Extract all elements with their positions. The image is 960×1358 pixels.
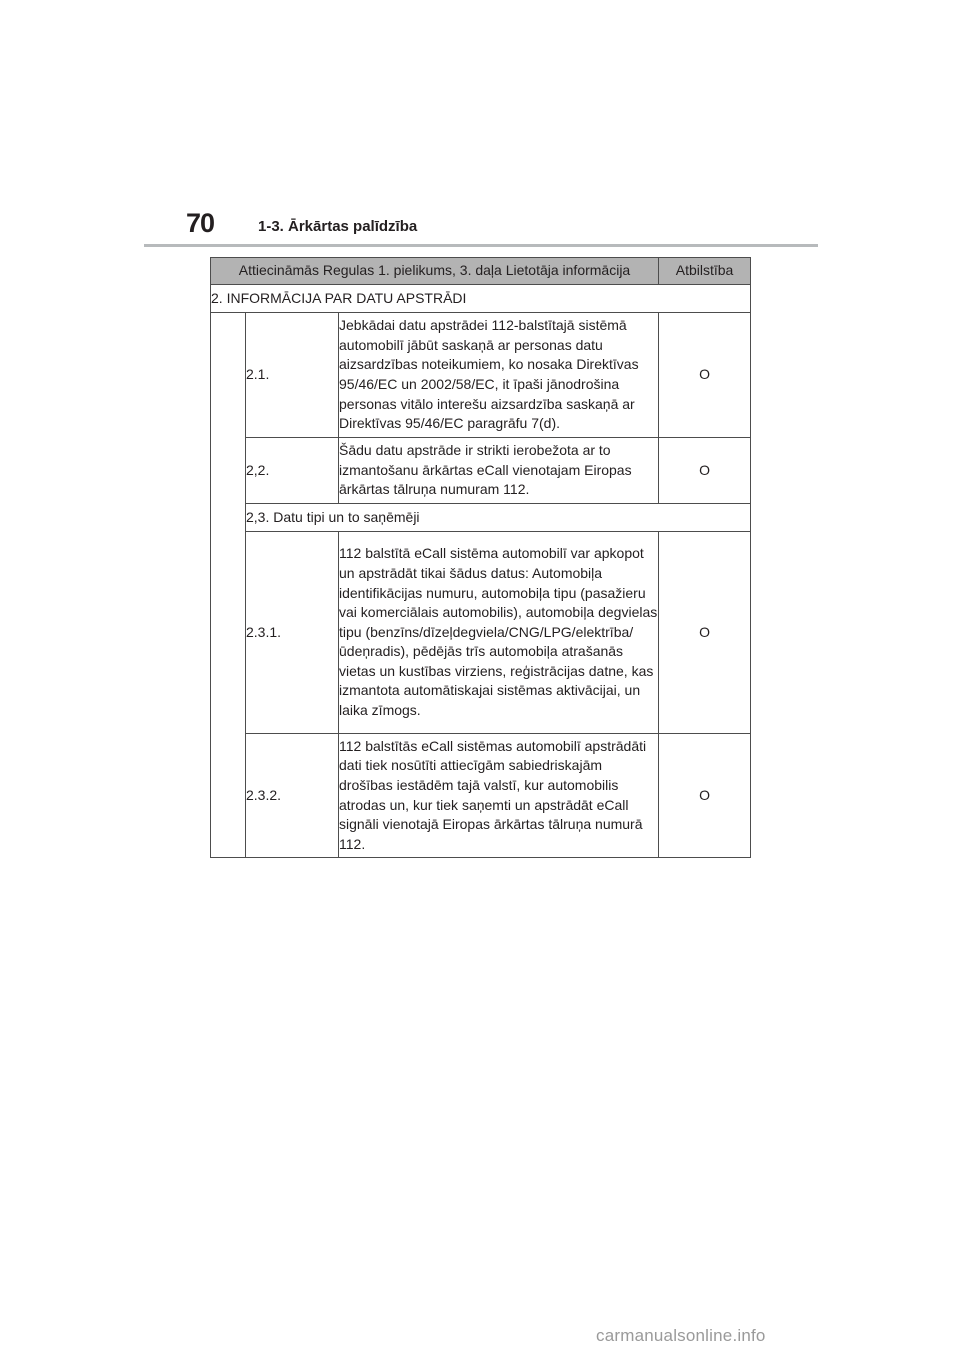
row-text: 112 balstītās eCall sistēmas automobilī apstrādāti dati tiek nosūtīti attiecīgām sabiedriskajām drošības iestādēm tajā valstī, kur automobilis atrodas un, kur tiek saņemti un apstrādāt eCall signāli vienotajā Eiropas ārkārtas tālruņa numurā 112. <box>339 734 659 858</box>
column-header-info: Attiecināmās Regulas 1. pielikums, 3. daļa Lietotāja informācija <box>211 258 659 285</box>
compliance-mark: O <box>659 438 751 504</box>
section-row <box>211 285 751 313</box>
header-divider <box>144 244 818 247</box>
compliance-mark: O <box>659 734 751 858</box>
table-row <box>211 734 751 858</box>
section-heading: 2. INFORMĀCIJA PAR DATU APSTRĀDI <box>211 285 751 313</box>
table-row <box>211 532 751 734</box>
subsection-heading: 2,3. Datu tipi un to saņēmēji <box>246 504 751 532</box>
subsection-row <box>211 504 751 532</box>
compliance-mark: O <box>659 313 751 438</box>
user-information-table <box>210 257 751 858</box>
row-text: 112 balstītā eCall sistēma automobilī var apkopot un apstrādāt tikai šādus datus: Automobiļa identifikācijas numuru, automobiļa tipu (pasažieru vai komerciālais automobilis), automobiļa degvielas tipu (benzīns/dīzeļdegviela/CNG/LPG/elektrība/ūdeņradis), pēdējās trīs automobiļa atrašanās vietas un kustības virziens, reģistrācijas datne, kas izmantota automātiskajai sistēmas aktivācijai, un laika zīmogs. <box>339 532 659 734</box>
indent-cell <box>211 313 246 858</box>
row-text: Šādu datu apstrāde ir strikti ierobežota ar to izmantošanu ārkārtas eCall vienotajam Eiropas ārkārtas tālruņa numuram 112. <box>339 438 659 504</box>
column-header-compliance: Atbilstība <box>659 258 751 285</box>
row-text: Jebkādai datu apstrādei 112-balstītajā sistēmā automobilī jābūt saskaņā ar personas datu aizsardzības noteikumiem, ko nosaka Direktīvas 95/46/EC un 2002/58/EC, it īpaši jānodrošina personas vitālo interešu aizsardzība saskaņā ar Direktīvas 95/46/EC paragrāfu 7(d). <box>339 313 659 438</box>
watermark: carmanualsonline.info <box>596 1326 766 1345</box>
section-title: 1-3. Ārkārtas palīdzība <box>258 218 418 235</box>
row-number: 2,2. <box>246 438 339 504</box>
table-header-row <box>211 258 751 285</box>
compliance-mark: O <box>659 532 751 734</box>
page-number: 70 <box>186 208 215 238</box>
row-number: 2.3.2. <box>246 734 339 858</box>
table-row <box>211 438 751 504</box>
table-row <box>211 313 751 438</box>
row-number: 2.1. <box>246 313 339 438</box>
row-number: 2.3.1. <box>246 532 339 734</box>
